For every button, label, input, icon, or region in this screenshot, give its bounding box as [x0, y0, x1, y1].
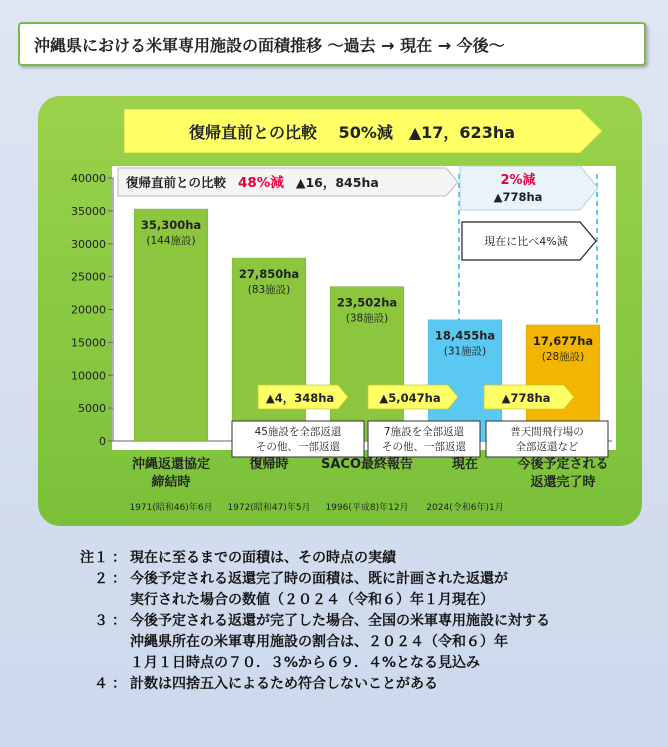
bar-facility-label: (28施設)	[541, 350, 585, 363]
reduction-note-text: その他、一部返還	[256, 441, 340, 453]
bar-facility-label: (144施設)	[146, 234, 196, 247]
bar-value-label: 17,677ha	[532, 333, 594, 348]
note-body	[130, 548, 650, 569]
note-number: ３	[94, 613, 108, 629]
compare-right-amount: ▲778ha	[493, 190, 543, 204]
reduction-note-text: その他、一部返還	[382, 441, 466, 453]
y-tick-label: 15000	[71, 336, 106, 350]
note-body	[130, 611, 650, 674]
note-line: 今後予定される返還完了時の面積は、既に計画された返還が	[130, 571, 508, 587]
note-colon: ：	[112, 676, 126, 692]
note-number: 注１	[80, 550, 108, 566]
category-label: 今後予定される	[517, 457, 609, 472]
bar-facility-label: (83施設)	[247, 283, 291, 296]
bar-value-label: 18,455ha	[434, 328, 496, 343]
note-body	[130, 674, 650, 695]
bar-value-label: 23,502ha	[336, 295, 398, 310]
note-row	[40, 611, 650, 674]
reduction-label: ▲5,047ha	[379, 391, 441, 405]
y-tick-label: 10000	[71, 369, 106, 383]
reduction-label: ▲778ha	[501, 391, 551, 405]
compare-current-text: 現在に比べ4%減	[484, 235, 568, 248]
y-tick-label: 5000	[78, 402, 106, 416]
bar-facility-label: (38施設)	[345, 312, 389, 325]
note-number: ２	[94, 571, 108, 587]
category-label: 締結時	[151, 475, 191, 490]
note-line: 現在に至るまでの面積は、その時点の実績	[130, 550, 396, 566]
note-line: １月１日時点の７０．３%から６９．４%となる見込み	[130, 655, 481, 671]
note-line: 計数は四捨五入によるため符合しないことがある	[130, 676, 438, 692]
note-body	[130, 569, 650, 611]
y-tick-label: 40000	[71, 172, 106, 185]
note-line: 今後予定される返還が完了した場合、全国の米軍専用施設に対する	[130, 613, 550, 629]
notes	[40, 548, 650, 695]
note-number: ４	[94, 676, 108, 692]
reduction-note-text: 全部返還など	[515, 441, 579, 453]
bar-value-label: 27,850ha	[238, 266, 300, 281]
note-colon: ：	[112, 613, 126, 629]
note-row	[40, 569, 650, 611]
category-date: 2024(令和6年)1月	[426, 503, 504, 513]
bar-facility-label: (31施設)	[443, 345, 487, 358]
reduction-note-text: 7施設を全部返還	[383, 426, 465, 438]
note-colon: ：	[112, 571, 126, 587]
reduction-note-text: 45施設を全部返還	[254, 426, 342, 438]
y-tick-label: 35000	[71, 204, 106, 218]
y-tick-label: 25000	[71, 270, 106, 284]
y-tick-label: 30000	[71, 237, 106, 251]
category-date: 1971(昭和46)年6月	[129, 503, 213, 513]
note-row	[40, 674, 650, 695]
page-title: 沖縄県における米軍専用施設の面積推移 ～過去 → 現在 → 今後～	[18, 22, 646, 66]
summary-comparison: 復帰直前との比較 50%減 ▲17，623ha	[188, 122, 516, 142]
note-line: 実行された場合の数値（２０２４（令和６）年１月現在）	[130, 592, 494, 608]
category-label: 返還完了時	[530, 475, 596, 490]
category-label: 沖縄返還協定	[131, 457, 211, 472]
y-tick-label: 0	[99, 435, 106, 448]
compare-right-pct: 2%減	[500, 173, 536, 188]
bar	[330, 286, 404, 441]
compare-left-text: 復帰直前との比較 48%減 ▲16，845ha	[126, 175, 379, 191]
category-label: 復帰時	[249, 457, 289, 472]
reduction-note-text: 普天間飛行場の	[510, 426, 584, 438]
category-label: SACO最終報告	[320, 457, 414, 472]
reduction-label: ▲4，348ha	[265, 391, 335, 405]
note-colon: ：	[112, 550, 126, 566]
note-line: 沖縄県所在の米軍専用施設の割合は、２０２４（令和６）年	[130, 634, 508, 650]
y-tick-label: 20000	[71, 303, 106, 317]
category-label: 現在	[451, 457, 479, 472]
category-date: 1996(平成8)年12月	[325, 503, 409, 513]
bar-value-label: 35,300ha	[140, 217, 202, 232]
category-date: 1972(昭和47)年5月	[227, 503, 311, 513]
note-row	[40, 548, 650, 569]
